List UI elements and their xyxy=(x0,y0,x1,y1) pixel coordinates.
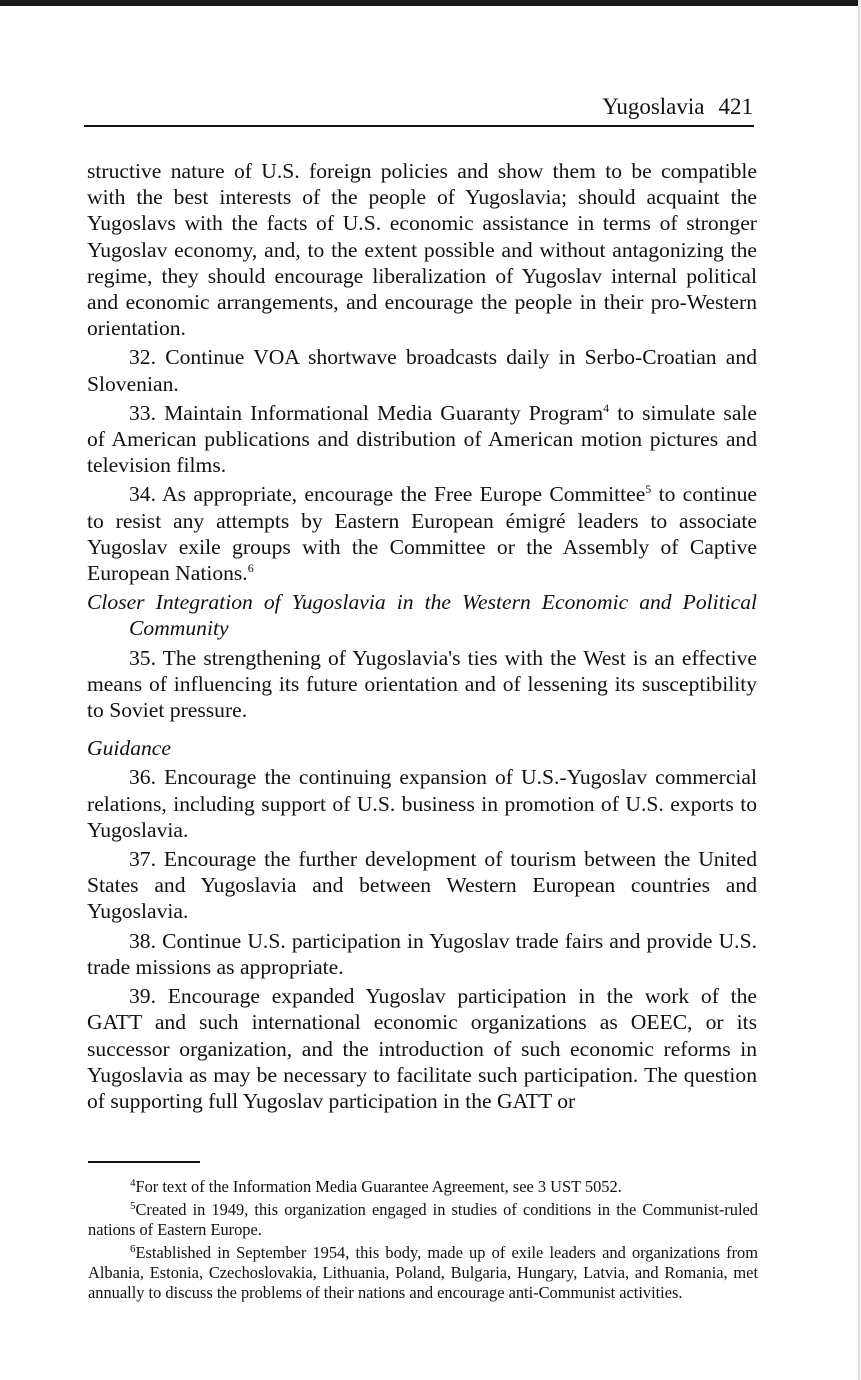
footnote-6 xyxy=(88,1243,758,1303)
paragraph-38: 38. Continue U.S. participation in Yugoslav trade fairs and provide U.S. trade missions as appropriate. xyxy=(87,928,757,979)
paragraph-33-text-a: 33. Maintain Informational Media Guaranty Program xyxy=(129,400,604,425)
footnote-ref-5[interactable]: 5 xyxy=(645,482,652,497)
footnote-mark: 6 xyxy=(130,1243,136,1255)
footnote-text: Created in 1949, this organization engaged in studies of conditions in the Communist-ruled nations of Eastern Europe. xyxy=(88,1200,758,1239)
paragraph-continued: structive nature of U.S. foreign policies and show them to be compatible with the best interests of the people of Yugoslavia; should acquaint the Yugoslavs with the facts of U.S. economic assistance in terms of stronger Yugoslav economy, and, to the extent possible and without antagonizing the regime, they should encourage liberalization of Yugoslav internal political and economic arrangements, and encourage the people in their pro-Western orientation. xyxy=(87,159,757,341)
paragraph-36: 36. Encourage the continuing expansion of U.S.-Yugoslav commercial relations, including support of U.S. business in promotion of U.S. exports to Yugoslavia. xyxy=(87,765,757,842)
footnotes xyxy=(88,1177,758,1306)
footnote-5 xyxy=(88,1200,758,1240)
section-heading-closer-integration: Closer Integration of Yugoslavia in the Western Economic and Political Community xyxy=(87,590,757,641)
main-text xyxy=(87,158,757,1117)
scan-edge-top xyxy=(0,0,861,6)
footnote-mark: 5 xyxy=(130,1200,136,1212)
paragraph-34 xyxy=(87,481,757,586)
footnote-mark: 4 xyxy=(130,1177,136,1189)
footnote-text: Established in September 1954, this body, made up of exile leaders and organizations from Albania, Estonia, Czechoslovakia, Lithuania, Poland, Bulgaria, Hungary, Latvia, and Romania, met annually to discuss the problems of their nations and encourage anti-Communist activities. xyxy=(88,1243,758,1302)
header-rule xyxy=(84,125,754,127)
paragraph-39: 39. Encourage expanded Yugoslav participation in the work of the GATT and such international economic organizations as OEEC, or its successor organization, and the introduction of such economic reforms in Yugoslavia as may be necessary to facilitate such participation. The question of supporting full Yugoslav participation in the GATT or xyxy=(87,984,757,1113)
running-header xyxy=(86,94,753,124)
section-heading-guidance: Guidance xyxy=(87,736,171,761)
footnote-ref-6[interactable]: 6 xyxy=(247,561,254,576)
paragraph-32: 32. Continue VOA shortwave broadcasts daily in Serbo-Croatian and Slovenian. xyxy=(87,345,757,396)
paragraph-37: 37. Encourage the further development of tourism between the United States and Yugoslavia and between Western European countries and Yugoslavia. xyxy=(87,847,757,924)
paragraph-34-text-a: 34. As appropriate, encourage the Free Europe Committee xyxy=(129,482,646,507)
page-number: 421 xyxy=(718,94,753,119)
running-title: Yugoslavia xyxy=(602,94,705,119)
paragraph-33 xyxy=(87,400,757,479)
footnote-text: For text of the Information Media Guarantee Agreement, see 3 UST 5052. xyxy=(135,1177,622,1196)
paragraph-33-text-b: to simulate sale of American publications and distribution of American motion pictures and television films. xyxy=(87,400,757,478)
paragraph-35: 35. The strengthening of Yugoslavia's ties with the West is an effective means of influencing its future orientation and of lessening its susceptibility to Soviet pressure. xyxy=(87,645,757,723)
footnote-ref-4[interactable]: 4 xyxy=(603,400,610,415)
footnote-4 xyxy=(88,1177,758,1197)
footnote-rule xyxy=(88,1161,200,1163)
paragraph-34-text-b: to continue to resist any attempts by Eastern European émigré leaders to associate Yugoslav exile groups with the Committee or the Assembly of Captive European Nations. xyxy=(87,482,757,586)
